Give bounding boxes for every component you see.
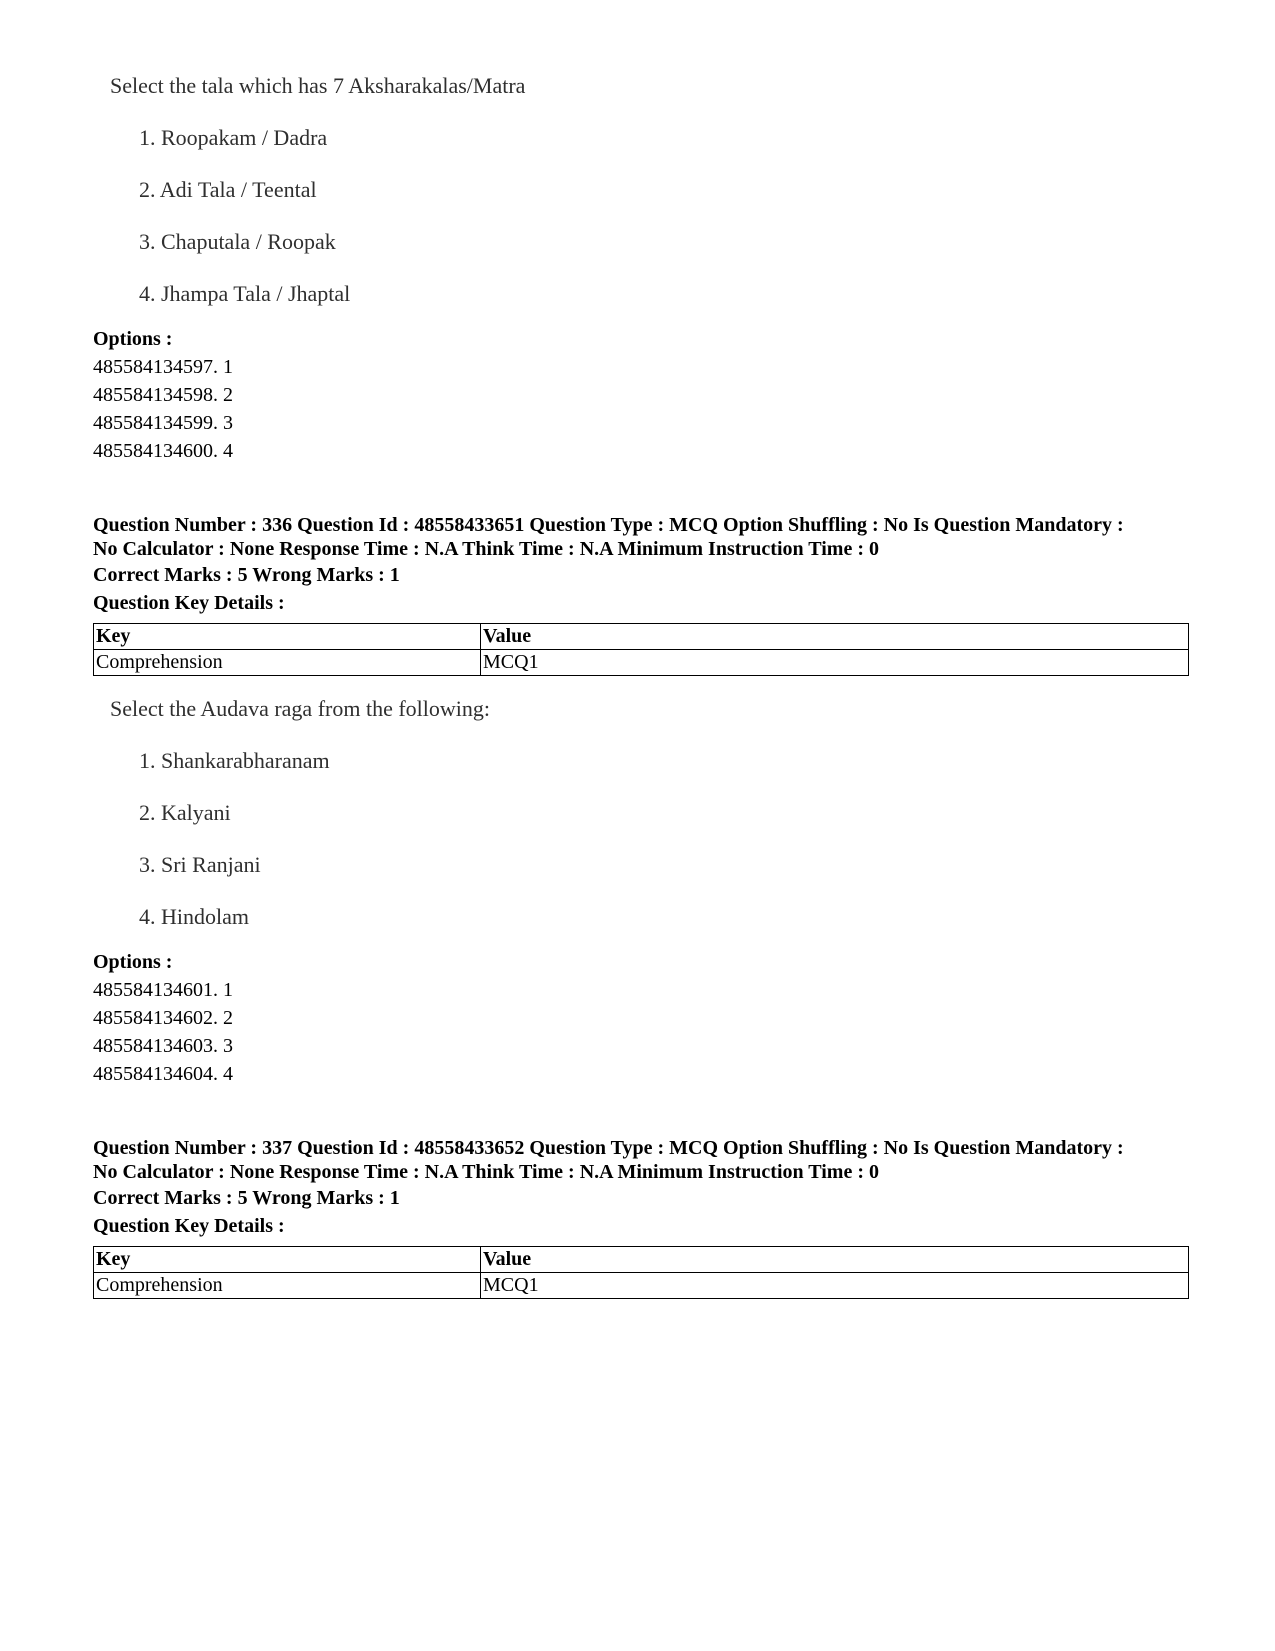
question-meta-line: Question Number : 336 Question Id : 48558433651 Question Type : MCQ Option Shuffling : No Is Question Mandatory : xyxy=(93,514,1124,536)
table-header-row xyxy=(94,1247,1189,1273)
option-line: 485584134597. 1 xyxy=(93,356,233,378)
key-details-label: Question Key Details : xyxy=(93,592,285,614)
table-cell-value: MCQ1 xyxy=(481,1273,1189,1299)
option-line: 485584134602. 2 xyxy=(93,1007,233,1029)
marks-line: Correct Marks : 5 Wrong Marks : 1 xyxy=(93,564,400,586)
key-details-label: Question Key Details : xyxy=(93,1215,285,1237)
question-item: 3. Chaputala / Roopak xyxy=(139,229,336,254)
question-meta xyxy=(93,1136,1193,1184)
key-details-table xyxy=(93,623,1189,676)
table-row xyxy=(94,650,1189,676)
question-item: 1. Shankarabharanam xyxy=(139,748,330,773)
question-meta-line: No Calculator : None Response Time : N.A Think Time : N.A Minimum Instruction Time : 0 xyxy=(93,1161,879,1183)
table-header-value: Value xyxy=(481,624,1189,650)
option-line: 485584134600. 4 xyxy=(93,440,233,462)
table-cell-key: Comprehension xyxy=(94,650,481,676)
option-line: 485584134604. 4 xyxy=(93,1063,233,1085)
table-cell-value: MCQ1 xyxy=(481,650,1189,676)
question-item: 4. Hindolam xyxy=(139,904,249,929)
question-meta xyxy=(93,513,1193,561)
key-details-table xyxy=(93,1246,1189,1299)
question-meta-line: Question Number : 337 Question Id : 48558433652 Question Type : MCQ Option Shuffling : No Is Question Mandatory : xyxy=(93,1137,1124,1159)
question-prompt: Select the tala which has 7 Aksharakalas/Matra xyxy=(110,73,526,98)
table-row xyxy=(94,1273,1189,1299)
table-header-key: Key xyxy=(94,1247,481,1273)
table-header-key: Key xyxy=(94,624,481,650)
question-item: 3. Sri Ranjani xyxy=(139,852,261,877)
question-prompt: Select the Audava raga from the following: xyxy=(110,696,490,721)
option-line: 485584134601. 1 xyxy=(93,979,233,1001)
table-cell-key: Comprehension xyxy=(94,1273,481,1299)
question-item: 1. Roopakam / Dadra xyxy=(139,125,328,150)
option-line: 485584134598. 2 xyxy=(93,384,233,406)
table-header-row xyxy=(94,624,1189,650)
marks-line: Correct Marks : 5 Wrong Marks : 1 xyxy=(93,1187,400,1209)
question-meta-line: No Calculator : None Response Time : N.A Think Time : N.A Minimum Instruction Time : 0 xyxy=(93,538,879,560)
question-item: 2. Adi Tala / Teental xyxy=(139,177,317,202)
question-item: 2. Kalyani xyxy=(139,800,231,825)
option-line: 485584134603. 3 xyxy=(93,1035,233,1057)
options-label: Options : xyxy=(93,328,173,350)
option-line: 485584134599. 3 xyxy=(93,412,233,434)
options-label: Options : xyxy=(93,951,173,973)
table-header-value: Value xyxy=(481,1247,1189,1273)
question-item: 4. Jhampa Tala / Jhaptal xyxy=(139,281,351,306)
